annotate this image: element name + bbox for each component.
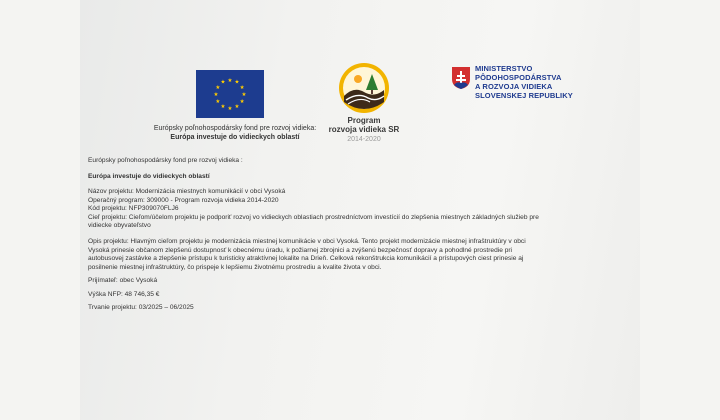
project-description-line-4: posilnenie miestnej infraštruktúry, čo prispeje k lepšiemu životnému prostrediu a kvalite života v obci. [88,263,382,271]
eu-star-icon: ★ [215,98,221,105]
prv-title-line2: rozvoja vidieka SR [328,125,400,135]
ministry-line-3: A ROZVOJA VIDIEKA [475,82,553,91]
eu-star-icon: ★ [227,77,233,84]
eu-slogan: Európa investuje do vidieckych oblastí [170,134,300,142]
slogan-line: Európa investuje do vidieckych oblastí [88,172,210,180]
project-name: Názov projektu: Modernizácia miestnych komunikácií v obci Vysoká [88,188,286,196]
eu-star-icon: ★ [234,103,240,110]
operational-program: Operačný program: 309000 - Program rozvoja vidieka 2014-2020 [88,196,279,204]
eu-flag-logo [196,70,264,118]
ministry-line-2: PÔDOHOSPODÁRSTVA [475,73,562,82]
eu-star-icon: ★ [234,79,240,86]
project-goal-line-1: Cieľ projektu: Cieľom/účelom projektu je podporiť rozvoj vo vidieckych oblastiach prostredníctvom investícií do zlepšenia miestnych základných služieb pre [88,213,539,221]
eu-fund-line: Európsky poľnohospodársky fond pre rozvoj vidieka: [153,125,317,132]
project-description-line-1: Opis projektu: Hlavným cieľom projektu je modernizácia miestnej komunikácie v obci Vysoká. Tento projekt modernizácie miestnej infraštruktúry v obci [88,237,526,245]
eu-star-icon: ★ [215,84,221,91]
eu-star-icon: ★ [213,91,219,98]
eu-star-icon: ★ [241,91,247,98]
prv-title-line1: Program [347,116,381,125]
project-description-line-2: Vysoká prinesie občanom zlepšenú dostupnosť k obecnému úradu, k požiarnej zbrojnici a zvýšenú bezpečnosť dopravy a pohodlné prostredie pri [88,246,513,254]
poster-sheet [80,0,640,420]
slovak-crest-icon [451,66,471,90]
eu-star-icon: ★ [227,105,233,112]
eu-star-icon: ★ [239,84,245,91]
project-description-line-3: autobusovej zastávke a zlepšenie prístupu k turisticky atraktívnej lokalite na Drieň. Celková rekonštrukcia komunikácií a prístupových ciest prinesie aj [88,255,524,263]
project-code: Kód projektu: NFP309070FLJ6 [88,205,179,213]
prv-years: 2014-2020 [347,136,381,143]
eu-star-icon: ★ [220,79,226,86]
ministry-line-4: SLOVENSKEJ REPUBLIKY [475,91,573,100]
eu-caption [140,124,330,143]
ministry-line-1: MINISTERSTVO [475,64,533,73]
ministry-name [475,64,573,100]
grant-amount: Výška NFP: 48 746,35 € [88,290,160,298]
eu-star-icon: ★ [220,103,226,110]
eu-star-icon: ★ [239,98,245,105]
prv-logo [338,62,390,114]
project-duration: Trvanie projektu: 03/2025 – 06/2025 [88,304,194,312]
project-goal-line-2: vidiecke obyvateľstvo [88,222,151,230]
prv-title [314,116,414,134]
fund-line: Európsky poľnohospodársky fond pre rozvoj vidieka : [88,157,243,164]
recipient: Prijímateľ: obec Vysoká [88,277,158,285]
project-info [88,157,636,313]
